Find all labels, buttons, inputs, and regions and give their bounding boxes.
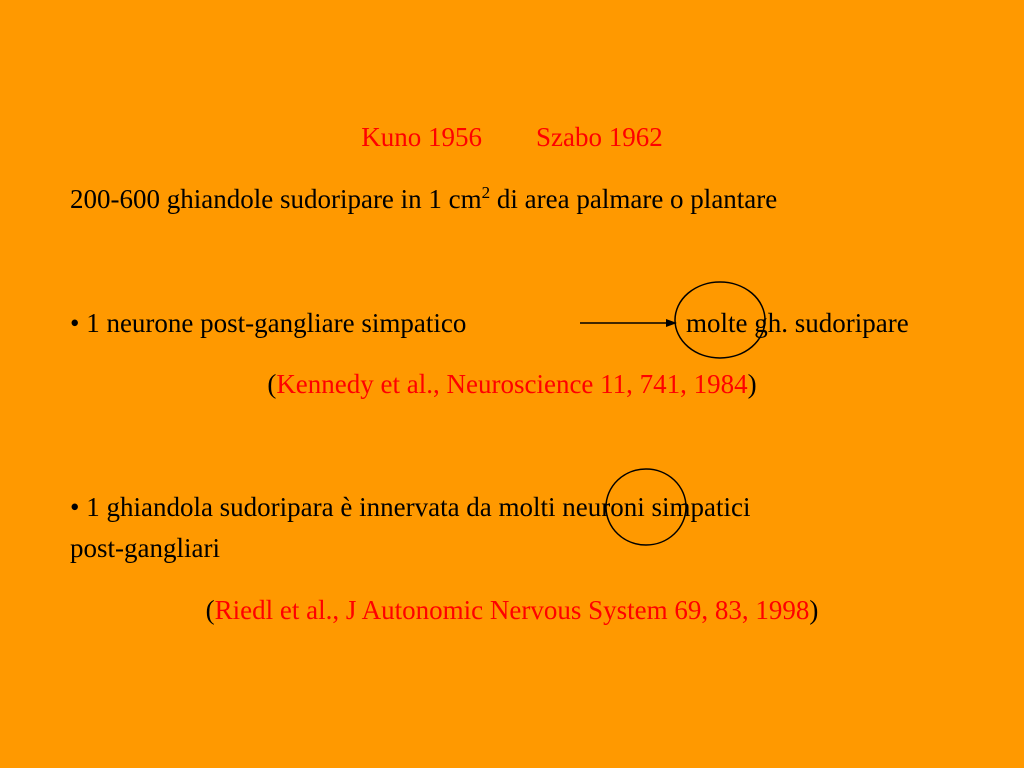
author-kuno: Kuno 1956 — [361, 122, 482, 152]
ref-kennedy-open: ( — [267, 369, 277, 399]
bullet-ghiandola-text: • 1 ghiandola sudoripara è innervata da molti neuroni simpatici — [70, 492, 751, 522]
authors-line — [0, 121, 1024, 153]
ref-riedl-text: Riedl et al., J Autonomic Nervous System 69, 83, 1998 — [214, 595, 810, 625]
bullet-neurone — [70, 307, 466, 339]
bullet-neurone-target-text: molte gh. sudoripare — [686, 308, 909, 338]
arrow-head-icon — [666, 319, 677, 327]
bullet-ghiandola-text-2: post-gangliari — [70, 533, 220, 563]
author-szabo: Szabo 1962 — [536, 122, 663, 152]
bullet-neurone-text: • 1 neurone post-gangliare simpatico — [70, 308, 467, 338]
reference-riedl — [0, 594, 1024, 626]
ref-riedl-close: ) — [809, 595, 819, 625]
bullet-neurone-target — [686, 307, 909, 339]
fact-text-before: 200-600 ghiandole sudoripare in 1 cm — [70, 184, 482, 214]
fact-superscript: 2 — [481, 183, 491, 202]
bullet-ghiandola-continuation — [70, 532, 220, 564]
reference-kennedy — [0, 368, 1024, 400]
ref-kennedy-text: Kennedy et al., Neuroscience 11, 741, 1984 — [276, 369, 748, 399]
ref-riedl-open: ( — [205, 595, 215, 625]
density-fact — [70, 183, 777, 215]
bullet-ghiandola — [70, 491, 751, 523]
fact-text-after: di area palmare o plantare — [490, 184, 778, 214]
ref-kennedy-close: ) — [747, 369, 757, 399]
